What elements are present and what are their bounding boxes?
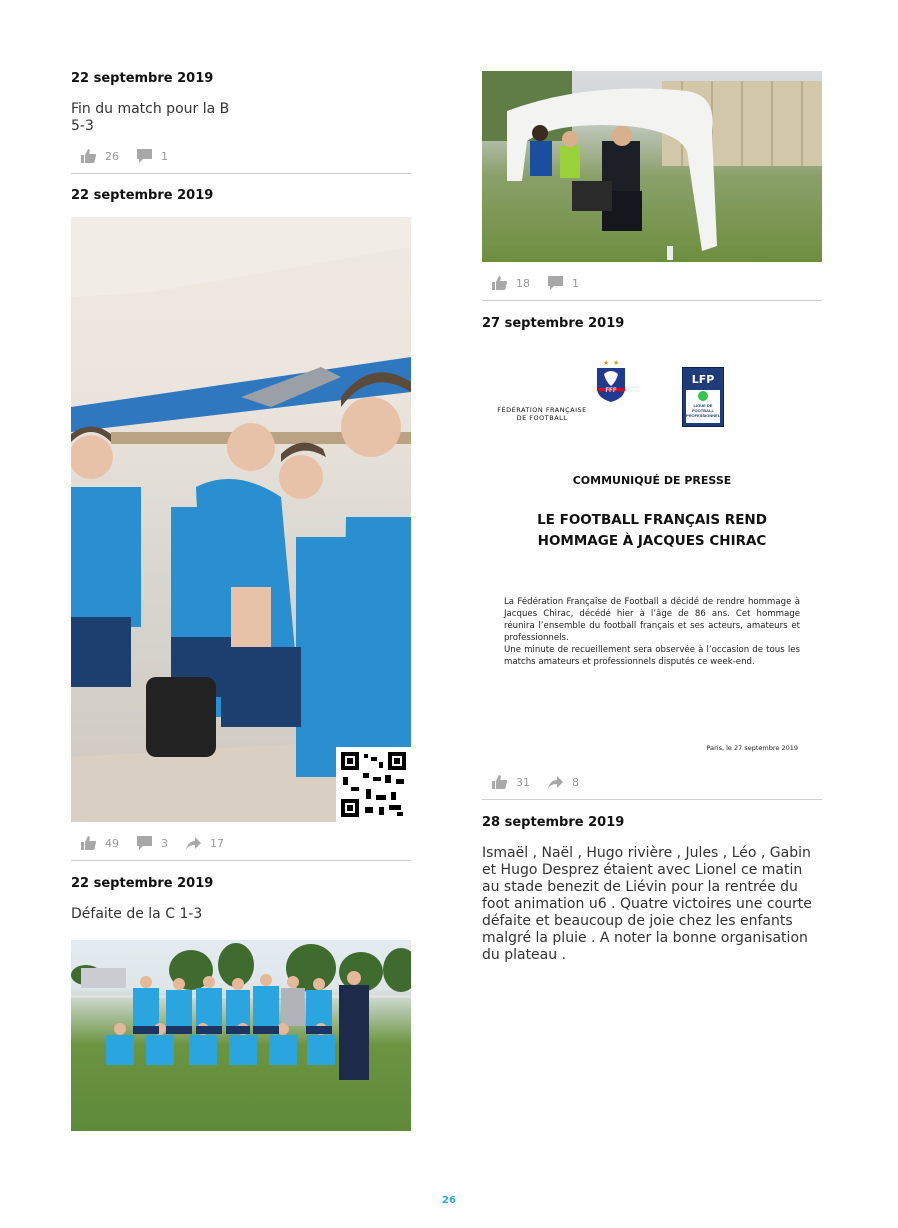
divider xyxy=(482,799,822,800)
post-stats xyxy=(81,835,242,851)
bench-photo xyxy=(482,71,822,262)
press-title: LE FOOTBALL FRANÇAIS REND HOMMAGE À JACQUES CHIRAC xyxy=(537,512,767,549)
left-column xyxy=(71,0,411,1228)
comment-stat[interactable] xyxy=(137,836,168,850)
post-date: 22 septembre 2019 xyxy=(71,876,214,891)
post-stats xyxy=(492,774,597,790)
lfp-logo xyxy=(682,367,724,427)
post-stats xyxy=(492,275,597,291)
divider xyxy=(71,173,411,174)
like-stat[interactable] xyxy=(81,149,119,163)
divider xyxy=(482,300,822,301)
comment-icon xyxy=(548,276,563,290)
right-column xyxy=(482,0,822,1228)
share-stat[interactable] xyxy=(186,836,224,850)
post-stats xyxy=(81,148,186,164)
thumbs-up-icon xyxy=(81,149,96,163)
post-text: Défaite de la C 1-3 xyxy=(71,906,203,922)
divider xyxy=(71,860,411,861)
comment-icon xyxy=(137,149,152,163)
press-release-image xyxy=(482,350,822,790)
page-number: 26 xyxy=(442,1195,456,1206)
post-text: Fin du match pour la B 5-3 xyxy=(71,101,230,134)
fff-label: FÉDÉRATION FRANÇAISE DE FOOTBALL xyxy=(497,406,587,422)
locker-room-photo xyxy=(71,217,411,822)
like-count: 31 xyxy=(516,775,530,789)
press-heading: COMMUNIQUÉ DE PRESSE xyxy=(572,474,732,487)
share-stat[interactable] xyxy=(548,775,579,789)
share-count: 17 xyxy=(210,836,224,850)
comment-icon xyxy=(137,836,152,850)
share-icon xyxy=(186,836,201,850)
press-body: La Fédération Française de Football a décidé de rendre hommage à Jacques Chirac, décédé hier à l’âge de 86 ans. Cet hommage réunira l’ensemble du football français et ses acteurs, amateurs et professionnels. Une minute de recueillement sera observée à l’occasion de tous les matchs amateurs et professionnels disputés ce week-end. xyxy=(504,597,800,667)
press-dateline: Paris, le 27 septembre 2019 xyxy=(706,744,798,752)
share-icon xyxy=(548,775,563,789)
fff-logo xyxy=(594,358,628,404)
svg-text:★: ★ xyxy=(603,360,610,367)
fff-badge-text: FFF xyxy=(605,388,617,394)
post-text: Ismaël , Naël , Hugo rivière , Jules , Léo , Gabin et Hugo Desprez étaient avec Lionel ce matin au stade benezit de Liévin pour la rentrée du foot animation u6 . Quatre victoires une courte défaite et beaucoup de joie chez les enfants malgré la pluie . A noter la bonne organisation du plateau . xyxy=(482,845,812,963)
post-date: 28 septembre 2019 xyxy=(482,815,625,830)
team-photo xyxy=(71,940,411,1131)
like-stat[interactable] xyxy=(492,276,530,290)
comment-stat[interactable] xyxy=(548,276,579,290)
comment-count: 3 xyxy=(161,836,168,850)
like-count: 49 xyxy=(105,836,119,850)
post-date: 27 septembre 2019 xyxy=(482,316,625,331)
share-count: 8 xyxy=(572,775,579,789)
svg-text:★: ★ xyxy=(613,360,620,367)
post-date: 22 septembre 2019 xyxy=(71,188,214,203)
lfp-badge-text: LFP xyxy=(691,373,715,386)
like-count: 18 xyxy=(516,276,530,290)
like-count: 26 xyxy=(105,149,119,163)
thumbs-up-icon xyxy=(492,276,507,290)
lfp-sub-text: LIGUE DE FOOTBALL PROFESSIONNEL xyxy=(686,403,721,418)
comment-count: 1 xyxy=(572,276,579,290)
like-stat[interactable] xyxy=(492,775,530,789)
like-stat[interactable] xyxy=(81,836,119,850)
thumbs-up-icon xyxy=(492,775,507,789)
comment-stat[interactable] xyxy=(137,149,168,163)
thumbs-up-icon xyxy=(81,836,96,850)
post-date: 22 septembre 2019 xyxy=(71,71,214,86)
comment-count: 1 xyxy=(161,149,168,163)
